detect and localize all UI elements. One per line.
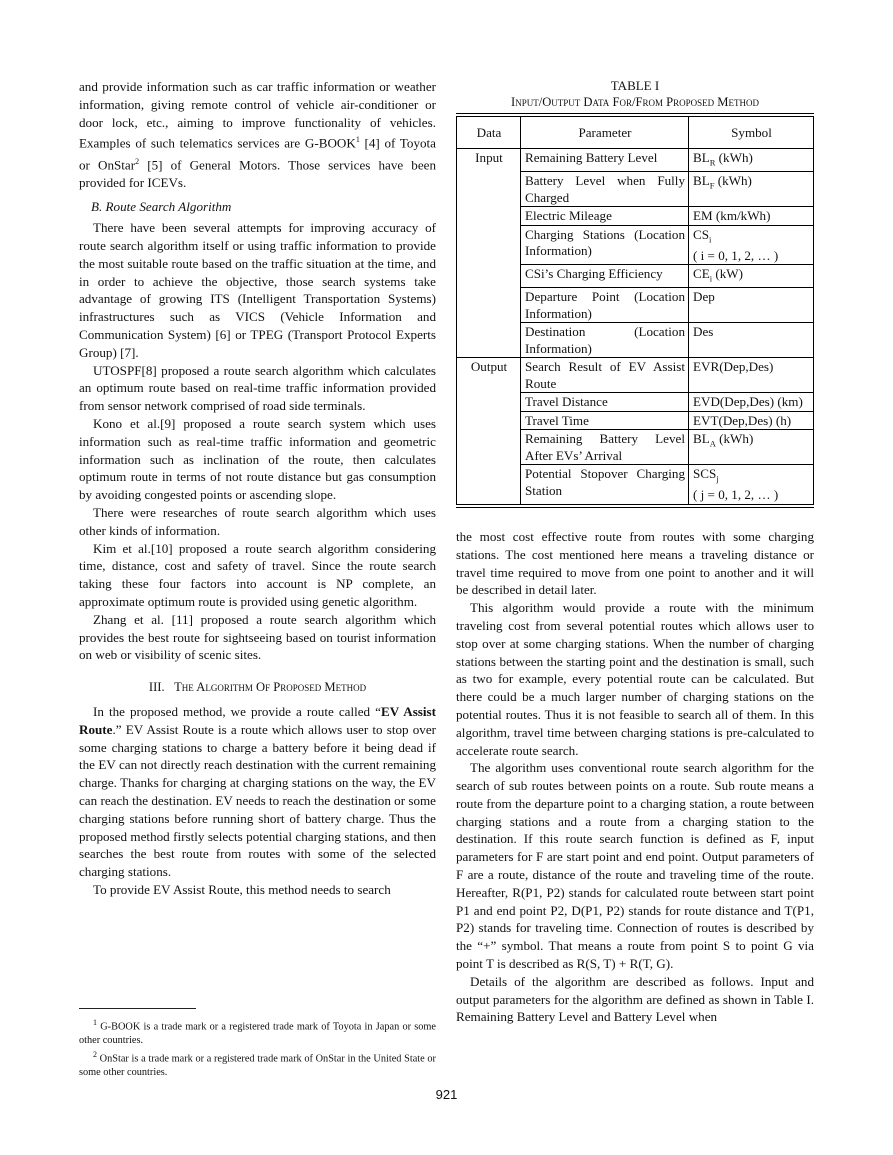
- paragraph: There have been several attempts for improving accuracy of route search algorithm itself or using traffic information to provide the most suitable route based on the traffic situation at the time, and in order to achieve the objective, those search systems take advantage of growing ITS (Intelligent Transportation Systems) infrastructures such as VICS (Vehicle Information and Communication System) [6] or TPEG (Transport Protocol Experts Group) [7].: [79, 220, 436, 360]
- paragraph: Zhang et al. [11] proposed a route search algorithm which provides the best route for sightseeing based on tourist information on web or visibility of scenic sites.: [79, 611, 436, 663]
- header-cell: Parameter: [521, 117, 689, 149]
- table-header-row: [457, 117, 814, 149]
- paragraph: This algorithm would provide a route with the minimum traveling cost from several potential routes which allows user to stop over at some charging stations. When the number of charging stations between the starting point and the destination is small, such as two for example, every potential route can be calculated. But there could be a much larger number of charging stations on the potential routes. Thus it is not feasible to search all of them. In this algorithm, travel time between charging stations is pre-calculated to accelerate route search.: [456, 600, 814, 758]
- table-row: [457, 225, 814, 265]
- footnote: $^1$ G-BOOK is a trade mark or a registered trade mark of Toyota in Japan or some other countries.: [79, 1018, 436, 1047]
- symbol-cell: EVD(Dep,Des) (km): [689, 393, 814, 412]
- paragraph: UTOSPF[8] proposed a route search algorithm which calculates an optimum route based on real-time traffic information provided from sensor network comprised of road side terminals.: [79, 362, 436, 414]
- footnotes: [79, 1016, 436, 1079]
- page-number: 921: [435, 1087, 458, 1102]
- symbol-cell: Des: [689, 323, 814, 358]
- header-cell: Symbol: [689, 117, 814, 149]
- paragraph: In the proposed method, we provide a route called “EV Assist Route.” EV Assist Route is a route which allows user to stop over some charging stations to charge a battery before it being dead if the EV can not directly reach destination with the current remaining charge. Thanks for charging at charging stations on the way, the EV can reach the destination. EV needs to reach the destination or some charging stations before running short of battery charge. Thus the proposed method firstly selects potential charging stations, and then searches the best route from routes with some of the selected charging stations.: [79, 704, 436, 880]
- param-cell: Search Result of EV Assist Route: [521, 358, 689, 393]
- table-row: [457, 465, 814, 505]
- table-row: [457, 411, 814, 430]
- header-cell: Data: [457, 117, 521, 149]
- table-row: [457, 430, 814, 465]
- left-column: [79, 78, 436, 899]
- paragraph: the most cost effective route from routes with some charging stations. The cost mentioned here means a traveling distance or travel time required to move from one point to another and it will be described in detail later.: [456, 528, 814, 598]
- param-cell: CSi’s Charging Efficiency: [521, 265, 689, 288]
- data-cell-output: Output: [457, 358, 521, 393]
- symbol-cell: $BL_R$ (kWh): [689, 149, 814, 172]
- io-table: [456, 116, 814, 505]
- param-cell: Departure Point (Location Information): [521, 288, 689, 323]
- param-cell: Battery Level when Fully Charged: [521, 172, 689, 207]
- paragraph: and provide information such as car traffic information or weather information, giving remote control of vehicle air-conditioner or door lock, etc., aiming to improve functionality of vehicles. Examples of such telematics services are G-BOOK$^1$ [4] of Toyota or OnStar$^2$ [5] of General Motors. Those services have been provided for ICEVs.: [79, 79, 436, 190]
- param-cell: Remaining Battery Level: [521, 149, 689, 172]
- table-block: [456, 78, 814, 508]
- footnote: $^2$ OnStar is a trade mark or a registered trade mark of OnStar in the United State or some other countries.: [79, 1049, 436, 1078]
- table-row: [457, 265, 814, 288]
- param-cell: Travel Time: [521, 411, 689, 430]
- symbol-cell: $CE_i$ (kW): [689, 265, 814, 288]
- section-heading: III. The Algorithm Of Proposed Method: [148, 680, 367, 695]
- param-cell: Electric Mileage: [521, 207, 689, 226]
- data-cell-input: Input: [457, 149, 521, 172]
- symbol-cell: $SCS_j$ ( j = 0, 1, 2, … ): [689, 465, 814, 505]
- symbol-cell: EM (km/kWh): [689, 207, 814, 226]
- table-row: [457, 288, 814, 323]
- symbol-cell: Dep: [689, 288, 814, 323]
- right-column: [456, 78, 814, 1026]
- param-cell: Travel Distance: [521, 393, 689, 412]
- symbol-cell: EVR(Dep,Des): [689, 358, 814, 393]
- table-row: [457, 149, 814, 172]
- symbol-cell: EVT(Dep,Des) (h): [689, 411, 814, 430]
- table-frame: [456, 113, 814, 508]
- param-cell: Remaining Battery Level After EVs’ Arrival: [521, 430, 689, 465]
- symbol-cell: $BL_A$ (kWh): [689, 430, 814, 465]
- param-cell: Potential Stopover Charging Station: [521, 465, 689, 505]
- paragraph: Kim et al.[10] proposed a route search algorithm considering time, distance, cost and safety of travel. Since the route search taking these four factors into account is NP complete, an approximate optimum route is provided using genetic algorithm.: [79, 540, 436, 610]
- param-cell: Charging Stations (Location Information): [521, 225, 689, 265]
- paragraph: To provide EV Assist Route, this method needs to search: [93, 881, 391, 897]
- paragraph: Details of the algorithm are described as follows. Input and output parameters for the algorithm are defined as shown in Table I. Remaining Battery Level and Battery Level when: [456, 973, 814, 1025]
- table-row: [457, 393, 814, 412]
- table-caption: Input/Output Data For/From Proposed Method: [511, 95, 759, 109]
- footnote-rule: [79, 1008, 196, 1009]
- table-row: [457, 323, 814, 358]
- paragraph: Kono et al.[9] proposed a route search system which uses information such as real-time traffic information and geometric information such as inclination of the route, then calculates optimum route in terms of not route distance but gas consumption by avoiding congested points or ascending slope.: [79, 416, 436, 503]
- paragraph: The algorithm uses conventional route search algorithm for the search of sub routes between points on a route. Sub route means a route from the departure point to a charging station, a route between charging stations and a route from a charging station to the destination. If this route search function is defined as F, input parameters for F are start point and end point. Output parameters of F are a route, distance of the route and traveling time of the route. Hereafter, R(P1, P2) stands for calculated route between start point P1 and end point P2, D(P1, P2) stands for route distance and T(P1, P2) stands for traveling time. Connection of routes is described by the “+” symbol. That means a route from point S to point G via point T is described as R(S, T) + R(T, G).: [456, 760, 814, 972]
- table-row: [457, 207, 814, 226]
- paragraph: There were researches of route search algorithm which uses other kinds of information.: [79, 505, 436, 538]
- param-cell: Destination (Location Information): [521, 323, 689, 358]
- table-row: [457, 358, 814, 393]
- table-row: [457, 172, 814, 207]
- subsection-heading: B. Route Search Algorithm: [91, 198, 232, 214]
- symbol-cell: $BL_F$ (kWh): [689, 172, 814, 207]
- symbol-cell: $CS_i$ ( i = 0, 1, 2, … ): [689, 225, 814, 265]
- table-number: TABLE I: [610, 78, 660, 93]
